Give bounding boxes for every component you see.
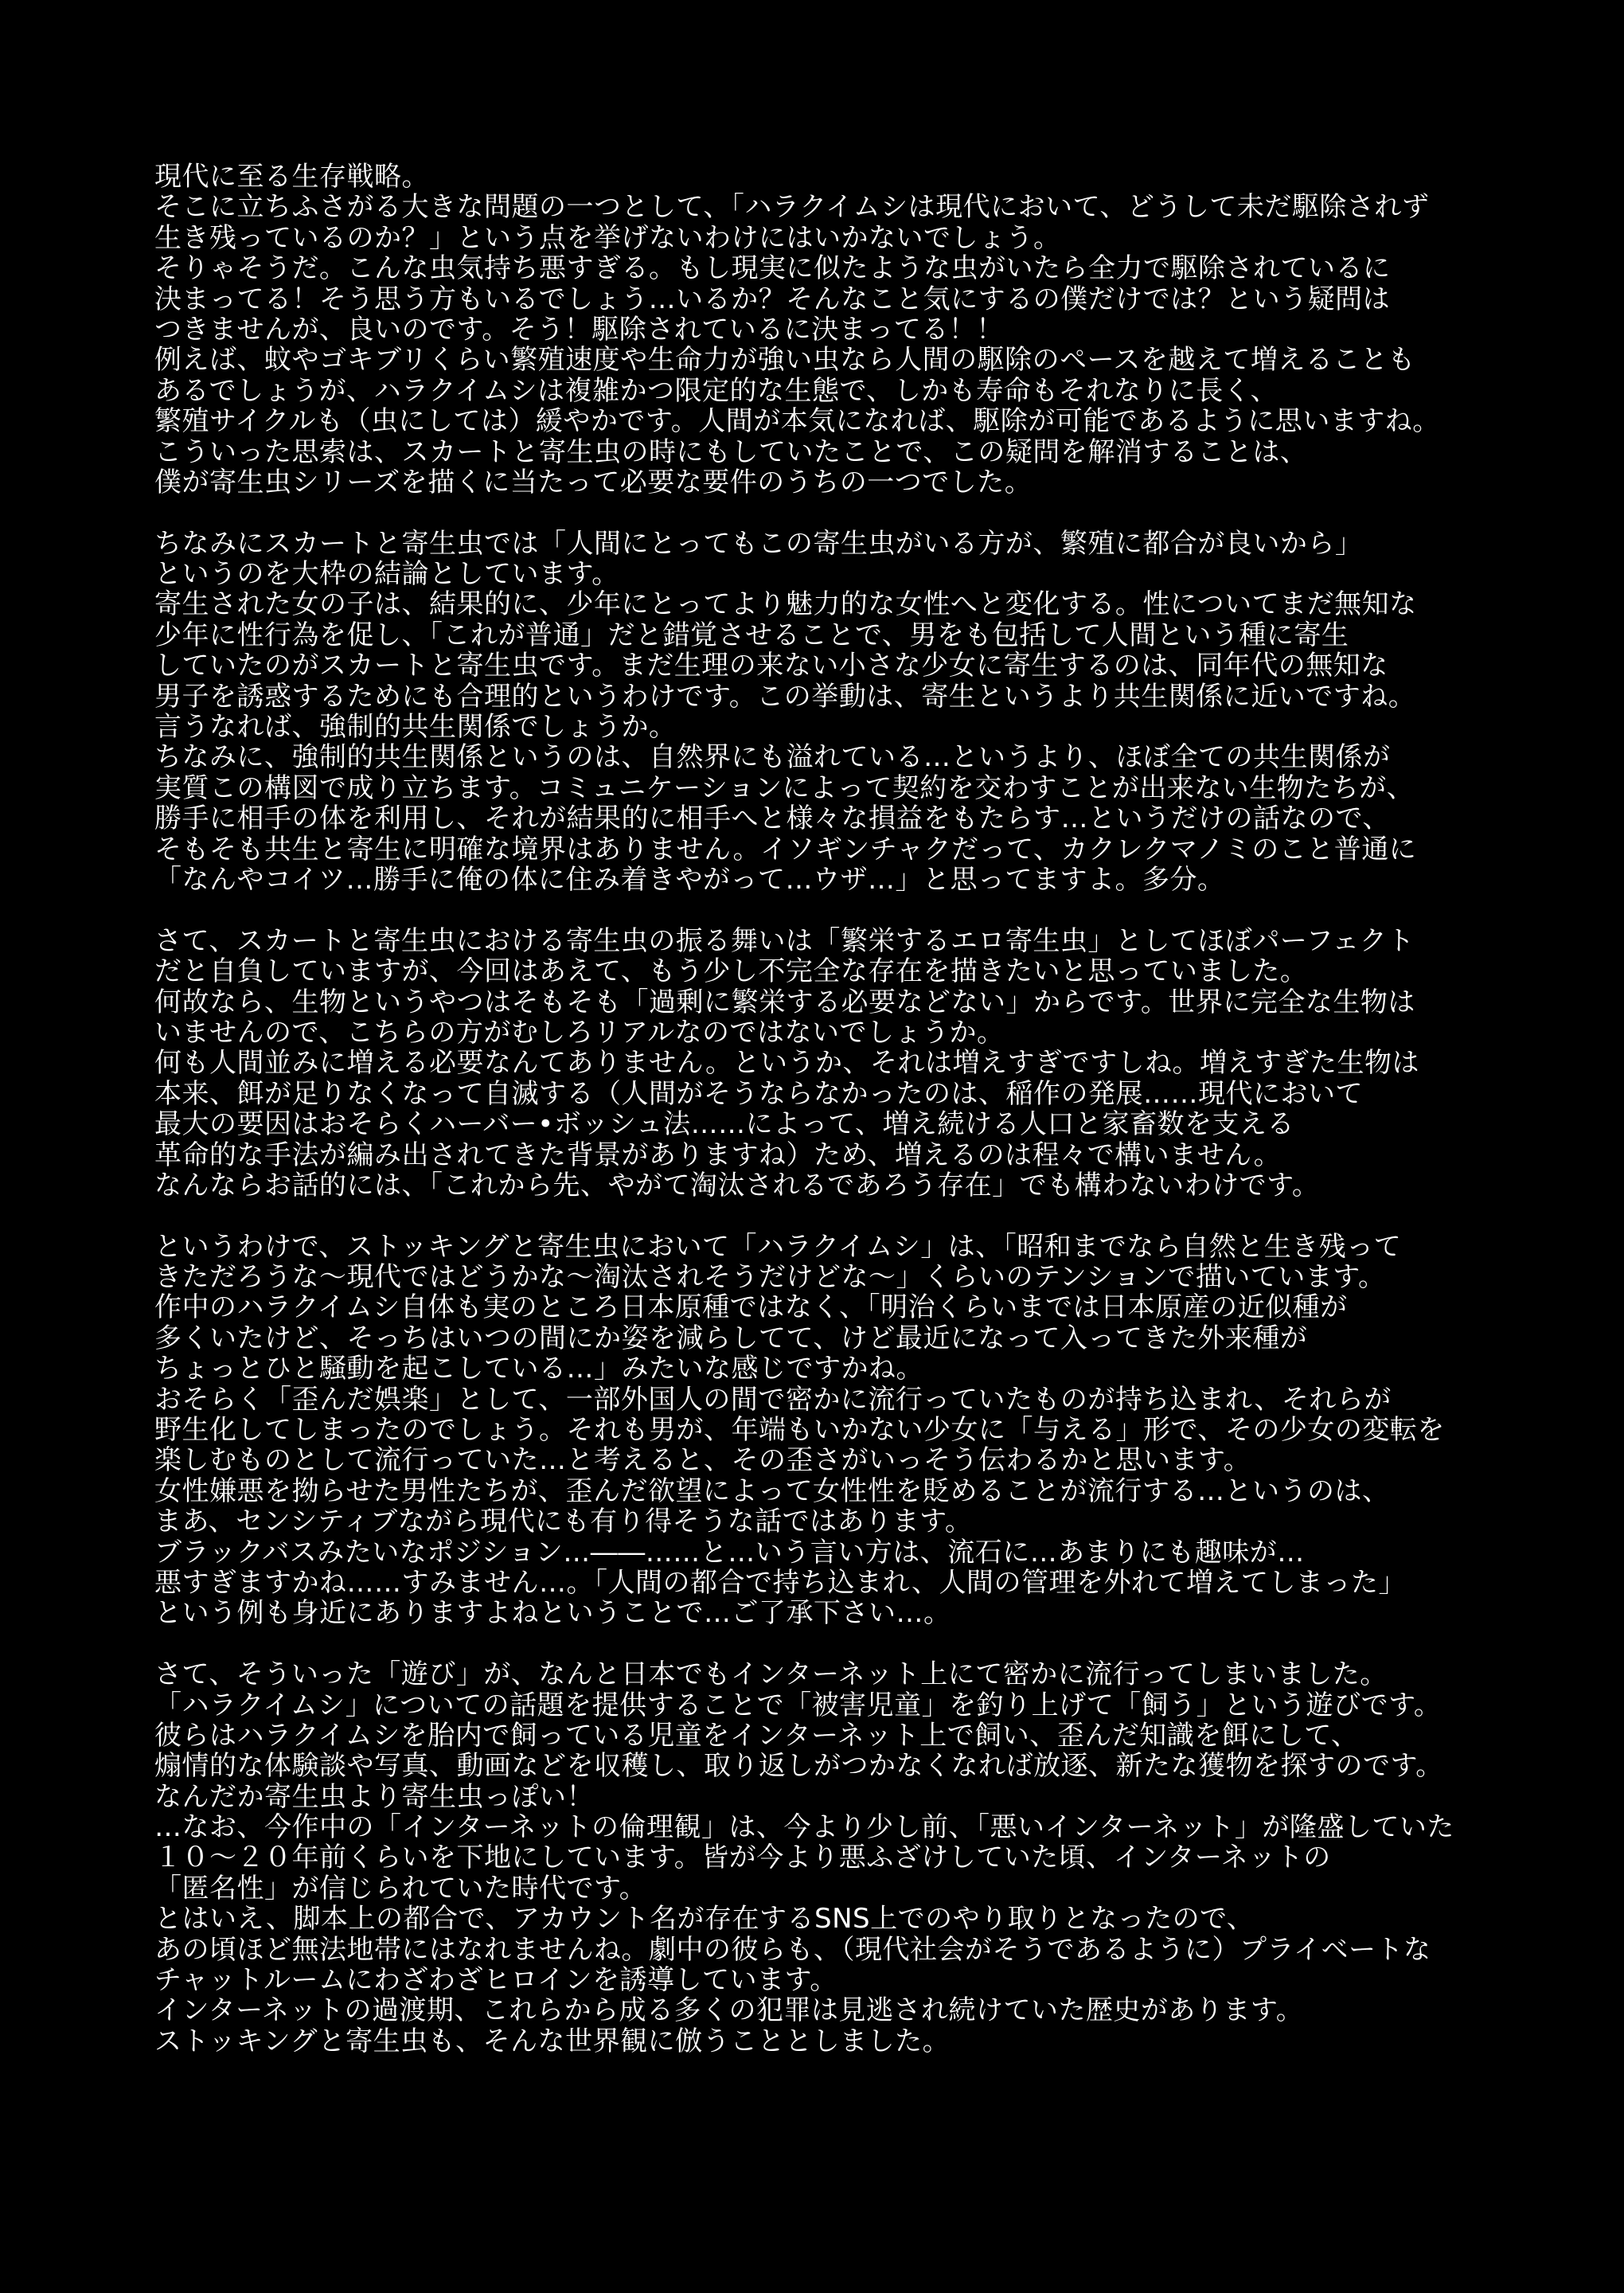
text-line: あの頃ほど無法地帯にはなれませんね。劇中の彼らも、（現代社会がそうであるように）プライベートな bbox=[154, 1933, 1431, 1966]
text-line: 何故なら、生物というやつはそもそも「過剰に繁栄する必要などない」からです。世界に完全な生物は bbox=[154, 986, 1415, 1018]
text-line: 男子を誘惑するためにも合理的というわけです。この挙動は、寄生というより共生関係に近いですね。 bbox=[154, 680, 1416, 713]
text-line: 決まってる！そう思う方もいるでしょう…いるか？そんなこと気にするの僕だけでは？という疑問は bbox=[154, 283, 1391, 315]
text-line: という例も身近にありますよねということで…ご了承下さい…。 bbox=[154, 1597, 951, 1630]
text-line: 生き残っているのか？」という点を挙げないわけにはいかないでしょう。 bbox=[154, 221, 1061, 254]
text-line: おそらく「歪んだ娯楽」として、一部外国人の間で密かに流行っていたものが持ち込まれ、それらが bbox=[154, 1383, 1392, 1416]
text-line: つきませんが、良いのです。そう！駆除されているに決まってる！！ bbox=[154, 313, 1004, 346]
text-line: 「ハラクイムシ」についての話題を提供することで「被害児童」を釣り上げて「飼う」という遊びです。 bbox=[154, 1689, 1442, 1721]
text-line: あるでしょうが、ハラクイムシは複雑かつ限定的な生態で、しかも寿命もそれなりに長く、 bbox=[154, 374, 1279, 407]
text-line: 現代に至る生存戦略。 bbox=[154, 161, 429, 193]
text-line: 作中のハラクイムシ自体も実のところ日本原種ではなく、「明治くらいまでは日本原産の近似種が bbox=[154, 1291, 1348, 1324]
text-line: 彼らはハラクイムシを胎内で飼っている児童をインターネット上で飼い、歪んだ知識を餌にして、 bbox=[154, 1719, 1359, 1752]
paragraph-2 bbox=[154, 529, 1587, 896]
text-line: そりゃそうだ。こんな虫気持ち悪すぎる。もし現実に似たような虫がいたら全力で駆除されているに bbox=[154, 252, 1391, 285]
text-line: ちなみに、強制的共生関係というのは、自然界にも溢れている…というより、ほぼ全ての共生関係が bbox=[154, 741, 1391, 774]
text-line: というのを大枠の結論としています。 bbox=[154, 558, 619, 591]
text-line: 女性嫌悪を拗らせた男性たちが、歪んだ欲望によって女性性を貶めることが流行する…というのは、 bbox=[154, 1475, 1390, 1507]
text-line: 僕が寄生虫シリーズを描くに当たって必要な要件のうちの一つでした。 bbox=[154, 466, 1033, 498]
text-line: そもそも共生と寄生に明確な境界はありません。イソギンチャクだって、カクレクマノミのこと普通に bbox=[154, 833, 1417, 865]
text-line: …なお、今作中の「インターネットの倫理観」は、今より少し前、「悪いインターネット」が隆盛していた bbox=[154, 1811, 1454, 1844]
text-line: 例えば、蚊やゴキブリくらい繁殖速度や生命力が強い虫なら人間の駆除のペースを越えて増えることも bbox=[154, 344, 1415, 377]
paragraph-5 bbox=[154, 1659, 1587, 2057]
text-line: 楽しむものとして流行っていた…と考えると、その歪さがいっそう伝わるかと思います。 bbox=[154, 1444, 1251, 1477]
text-line: 悪すぎますかね……すみません…。「人間の都合で持ち込まれ、人間の管理を外れて増えてしまった」 bbox=[154, 1566, 1407, 1599]
text-line: 「匿名性」が信じられていた時代です。 bbox=[154, 1872, 647, 1904]
text-line: こういった思索は、スカートと寄生虫の時にもしていたことで、この疑問を解消することは、 bbox=[154, 436, 1308, 468]
text-line: チャットルームにわざわざヒロインを誘導しています。 bbox=[154, 1964, 837, 1997]
text-line: というわけで、ストッキングと寄生虫において「ハラクイムシ」は、「昭和までなら自然と生き残って bbox=[154, 1230, 1402, 1263]
text-line: なんならお話的には、「これから先、やがて淘汰されるであろう存在」でも構わないわけです。 bbox=[154, 1169, 1320, 1201]
text-line: 勝手に相手の体を利用し、それが結果的に相手へと様々な損益をもたらす…というだけの話なので、 bbox=[154, 803, 1390, 835]
text-line: 煽情的な体験談や写真、動画などを収穫し、取り返しがつかなくなれば放逐、新たな獲物を探すのです。 bbox=[154, 1750, 1443, 1783]
text-line: さて、スカートと寄生虫における寄生虫の振る舞いは「繁栄するエロ寄生虫」としてほぼパーフェクト bbox=[154, 924, 1415, 957]
text-line: ちょっとひと騒動を起こしている…」みたいな感じですかね。 bbox=[154, 1353, 923, 1385]
text-line: 最大の要因はおそらくハーバー•ボッシュ法……によって、増え続ける人口と家畜数を支える bbox=[154, 1108, 1294, 1141]
text-line: していたのがスカートと寄生虫です。まだ生理の来ない小さな少女に寄生するのは、同年代の無知な bbox=[154, 650, 1388, 682]
text-line: 少年に性行為を促し、「これが普通」だと錯覚させることで、男をも包括して人間という種に寄生 bbox=[154, 619, 1349, 651]
text-line: 野生化してしまったのでしょう。それも男が、年端もいかない少女に「与える」形で、その少女の変転を bbox=[154, 1414, 1445, 1447]
text-line: なんだか寄生虫より寄生虫っぽい！ bbox=[154, 1780, 594, 1813]
text-line: まあ、センシティブながら現代にも有り得そうな話ではあります。 bbox=[154, 1506, 973, 1538]
text-line: ストッキングと寄生虫も、そんな世界観に倣うこととしました。 bbox=[154, 2025, 951, 2057]
text-line: 多くいたけど、そっちはいつの間にか姿を減らしてて、けど最近になって入ってきた外来種が bbox=[154, 1322, 1308, 1354]
text-line: 寄生された女の子は、結果的に、少年にとってより魅力的な女性へと変化する。性についてまだ無知な bbox=[154, 588, 1417, 621]
text-line: 何も人間並みに増える必要なんてありません。というか、それは増えすぎですしね。増えすぎた生物は bbox=[154, 1047, 1420, 1080]
text-line: さて、そういった「遊び」が、なんと日本でもインターネット上にて密かに流行ってしまいました。 bbox=[154, 1658, 1388, 1691]
text-line: 実質この構図で成り立ちます。コミュニケーションによって契約を交わすことが出来ない生物たちが、 bbox=[154, 771, 1415, 804]
text-line: いませんので、こちらの方がむしろリアルなのではないでしょうか。 bbox=[154, 1016, 1005, 1049]
afterword-text bbox=[154, 162, 1587, 2057]
text-line: とはいえ、脚本上の都合で、アカウント名が存在するSNS上でのやり取りとなったので、 bbox=[154, 1903, 1255, 1936]
text-line: 本来、餌が足りなくなって自滅する（人間がそうならなかったのは、稲作の発展……現代において bbox=[154, 1077, 1363, 1110]
text-line: ちなみにスカートと寄生虫では「人間にとってもこの寄生虫がいる方が、繁殖に都合が良いから」 bbox=[154, 527, 1363, 560]
paragraph-1 bbox=[154, 162, 1587, 498]
text-line: 言うなれば、強制的共生関係でしょうか。 bbox=[154, 711, 677, 744]
text-line: 繁殖サイクルも（虫にしては）緩やかです。人間が本気になれば、駆除が可能であるように思いますね。 bbox=[154, 405, 1440, 438]
text-line: きただろうな〜現代ではどうかな〜淘汰されそうだけどな〜」くらいのテンションで描いています。 bbox=[154, 1261, 1386, 1294]
text-line: そこに立ちふさがる大きな問題の一つとして、「ハラクイムシは現代において、どうして未だ駆除されず bbox=[154, 191, 1430, 224]
text-line: だと自負していますが、今回はあえて、もう少し不完全な存在を描きたいと思っていました。 bbox=[154, 955, 1308, 988]
text-line: 「なんやコイツ…勝手に俺の体に住み着きやがって…ウザ…」と思ってますよ。多分。 bbox=[154, 863, 1225, 896]
text-line: １０〜２０年前くらいを下地にしています。皆が今より悪ふざけしていた頃、インターネットの bbox=[154, 1842, 1331, 1874]
paragraph-3 bbox=[154, 926, 1587, 1201]
text-line: ブラックバスみたいなポジション…――……と…いう言い方は、流石に…あまりにも趣味が… bbox=[154, 1536, 1305, 1568]
text-line: 革命的な手法が編み出されてきた背景がありますね）ため、増えるのは程々で構いません。 bbox=[154, 1139, 1282, 1171]
paragraph-4 bbox=[154, 1232, 1587, 1629]
text-line: インターネットの過渡期、これらから成る多くの犯罪は見逃され続けていた歴史があります。 bbox=[154, 1994, 1304, 2027]
